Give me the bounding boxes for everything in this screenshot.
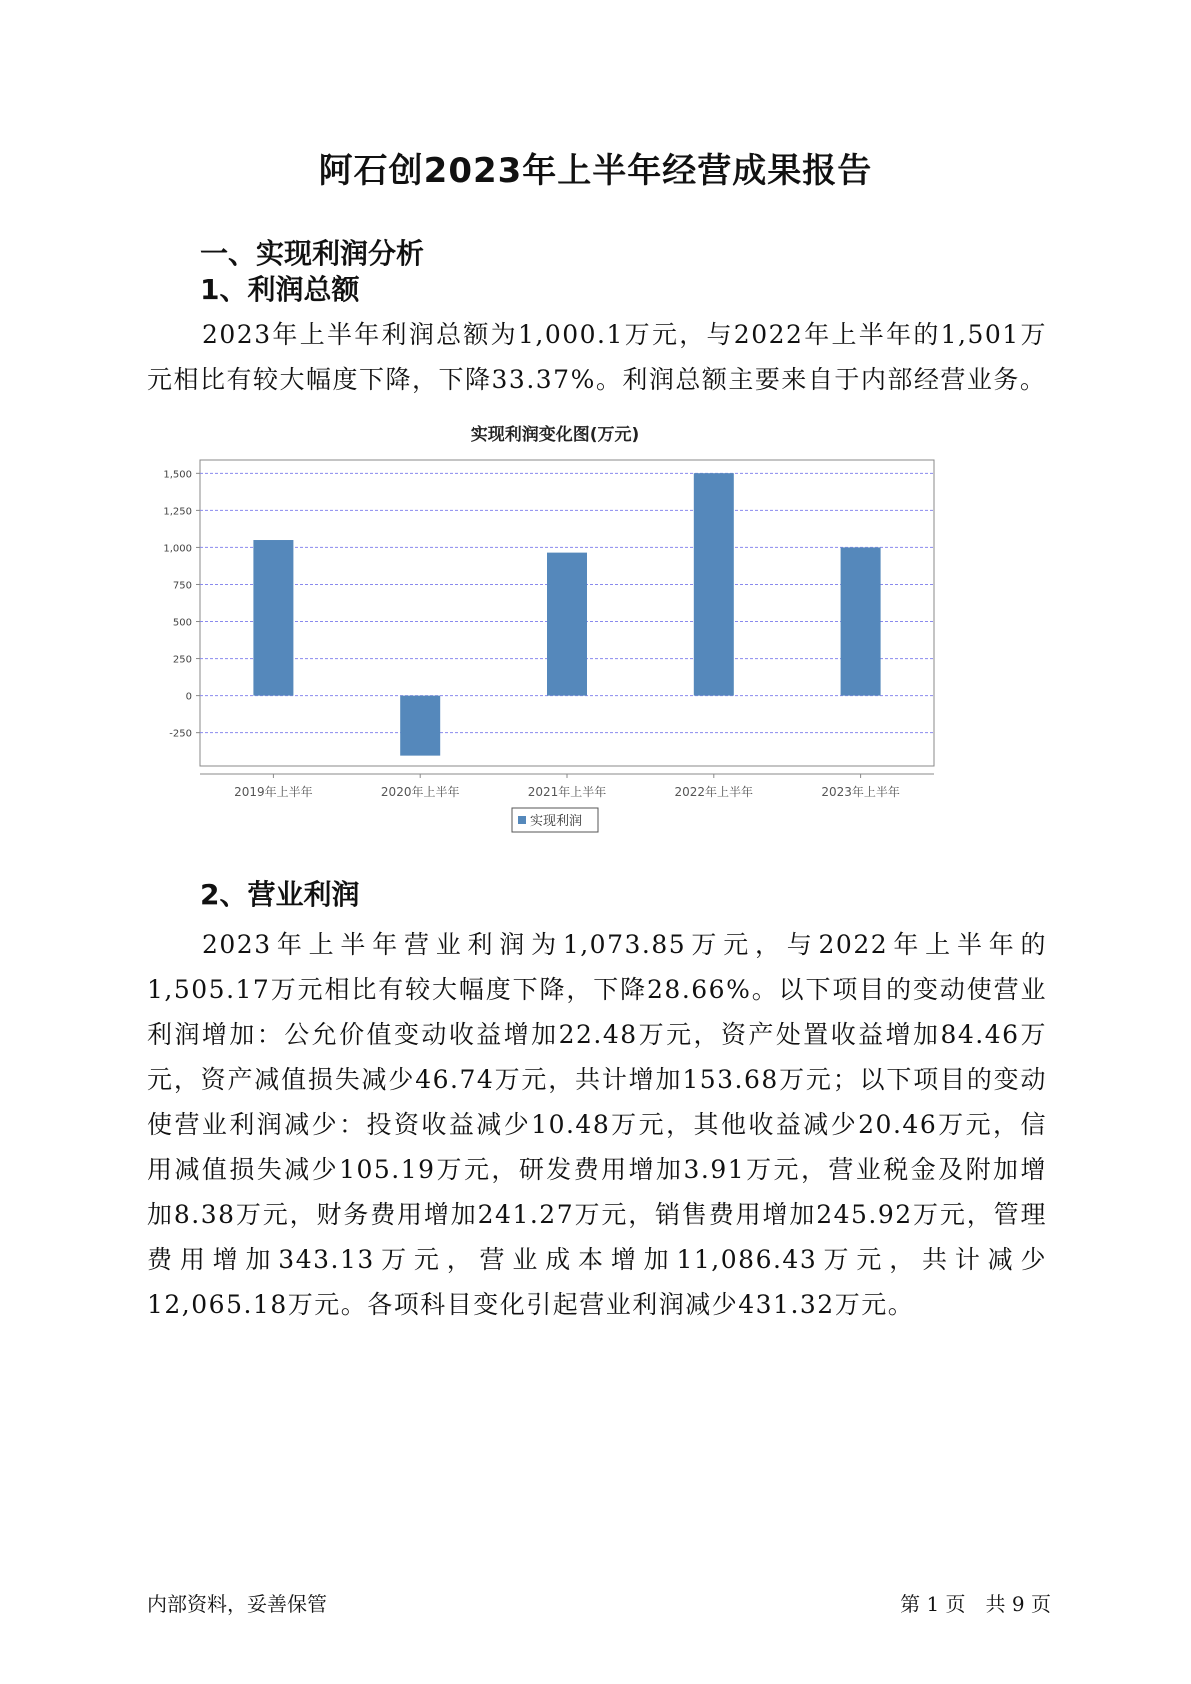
bar-2023年上半年 <box>841 547 881 695</box>
y-tick-label: 0 <box>185 691 192 703</box>
document-title: 阿石创2023年上半年经营成果报告 <box>318 151 873 191</box>
y-tick-label: 1,250 <box>163 506 192 518</box>
bar-2020年上半年 <box>400 696 440 756</box>
subheading-operating-profit: 2、营业利润 <box>200 878 360 911</box>
y-tick-label: -250 <box>169 728 192 740</box>
y-tick-label: 500 <box>172 617 192 629</box>
bar-2019年上半年 <box>253 540 293 696</box>
x-tick-label: 2020年上半年 <box>380 785 460 799</box>
profit-bar-chart <box>150 425 1030 908</box>
chart-svg <box>150 425 1030 908</box>
x-tick-label: 2019年上半年 <box>234 785 313 799</box>
bar-2021年上半年 <box>547 553 587 696</box>
subheading-total-profit: 1、利润总额 <box>200 273 360 306</box>
x-tick-label: 2021年上半年 <box>527 785 607 799</box>
x-tick-label: 2023年上半年 <box>821 785 900 799</box>
paragraph-total-profit: 2023年上半年利润总额为1,000.1万元，与2022年上半年的1,501万元相比有较大幅度下降，下降33.37%。利润总额主要来自于内部经营业务。 <box>147 320 1047 394</box>
bar-2022年上半年 <box>694 473 734 695</box>
chart-title: 实现利润变化图(万元) <box>470 425 640 445</box>
footer-confidential-note: 内部资料，妥善保管 <box>147 1592 327 1616</box>
footer-page-number: 第 1 页 共 9 页 <box>900 1592 1051 1616</box>
y-tick-label: 1,500 <box>163 469 192 481</box>
legend-swatch <box>518 816 526 824</box>
x-tick-label: 2022年上半年 <box>674 785 754 799</box>
y-tick-label: 250 <box>172 654 192 666</box>
legend-label: 实现利润 <box>530 814 583 829</box>
y-tick-label: 750 <box>172 580 192 592</box>
y-tick-label: 1,000 <box>163 543 192 555</box>
section-heading-profit-analysis: 一、实现利润分析 <box>200 237 425 270</box>
paragraph-operating-profit: 2023年上半年营业利润为1,073.85万元，与2022年上半年的1,505.17万元相比有较大幅度下降，下降28.66%。以下项目的变动使营业利润增加：公允价值变动收益增加22.48万元，资产处置收益增加84.46万元，资产减值损失减少46.74万元，共计增加153.68万元；以下项目的变动使营业利润减少：投资收益减少10.48万元，其他收益减少20.46万元，信用减值损失减少105.19万元，研发费用增加3.91万元，营业税金及附加增加8.38万元，财务费用增加241.27万元，销售费用增加245.92万元，管理费用增加343.13万元，营业成本增加11,086.43万元，共计减少12,065.18万元。各项科目变化引起营业利润减少431.32万元。 <box>147 930 1047 1319</box>
